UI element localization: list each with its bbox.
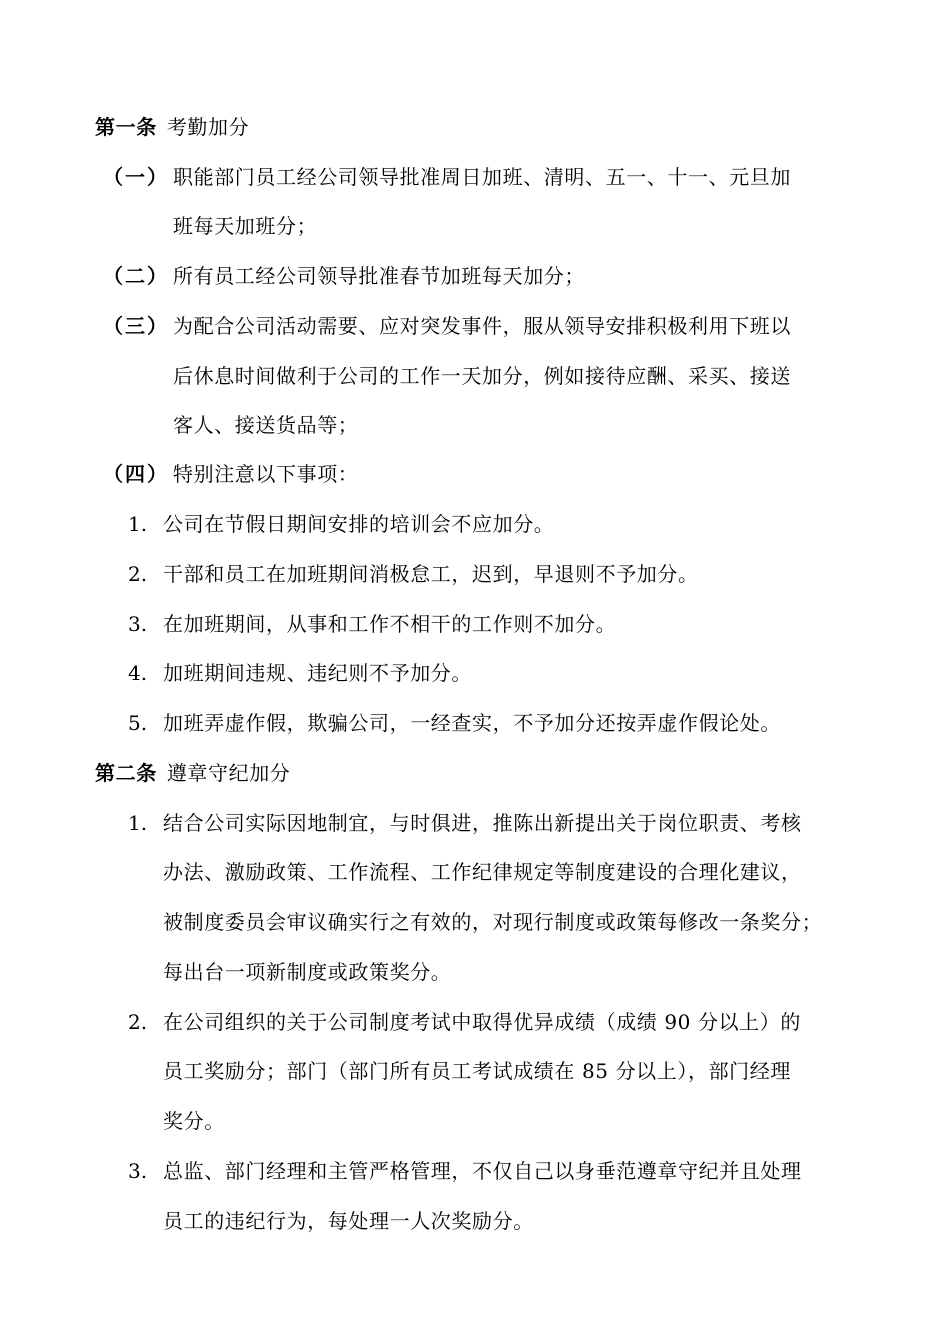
rule-1-line-1: 结合公司实际因地制宜，与时俱进，推陈出新提出关于岗位职责、考核 bbox=[163, 811, 802, 835]
note-2-number: 2. bbox=[128, 562, 148, 586]
rule-2-line-2: 员工奖励分；部门（部门所有员工考试成绩在 85 分以上），部门经理 bbox=[163, 1059, 791, 1083]
rule-3-line-2: 员工的违纪行为，每处理一人次奖励分。 bbox=[163, 1209, 534, 1233]
rule-1-line-3: 被制度委员会审议确实行之有效的，对现行制度或政策每修改一条奖分； bbox=[163, 910, 823, 934]
note-2-text: 干部和员工在加班期间消极怠工，迟到，早退则不予加分。 bbox=[163, 562, 699, 586]
rule-3-line-1: 总监、部门经理和主管严格管理，不仅自己以身垂范遵章守纪并且处理 bbox=[163, 1159, 802, 1183]
note-3-text: 在加班期间，从事和工作不相干的工作则不加分。 bbox=[163, 612, 617, 636]
item-3-line-1: 为配合公司活动需要、应对突发事件，服从领导安排积极利用下班以 bbox=[173, 314, 791, 338]
note-5-text: 加班弄虚作假，欺骗公司，一经查实，不予加分还按弄虚作假论处。 bbox=[163, 711, 781, 735]
rule-2-line-1: 在公司组织的关于公司制度考试中取得优异成绩（成绩 90 分以上）的 bbox=[163, 1010, 801, 1034]
item-3-line-2: 后休息时间做利于公司的工作一天加分，例如接待应酬、采买、接送 bbox=[173, 364, 791, 388]
note-1-text: 公司在节假日期间安排的培训会不应加分。 bbox=[163, 512, 555, 536]
item-2-line-1: 所有员工经公司领导批准春节加班每天加分； bbox=[173, 264, 585, 288]
rule-1-number: 1. bbox=[128, 811, 148, 835]
article-2-title: 遵章守纪加分 bbox=[166, 761, 291, 785]
note-5-number: 5. bbox=[128, 711, 148, 735]
rule-2-number: 2. bbox=[128, 1010, 148, 1034]
note-3-number: 3. bbox=[128, 612, 148, 636]
article-2-label: 第二条 bbox=[95, 761, 157, 785]
article-2-heading bbox=[95, 758, 290, 788]
item-3-line-3: 客人、接送货品等； bbox=[173, 413, 359, 437]
article-1-label: 第一条 bbox=[95, 115, 157, 139]
item-1-marker: （一） bbox=[103, 165, 169, 189]
rule-1-line-2: 办法、激励政策、工作流程、工作纪律规定等制度建设的合理化建议， bbox=[163, 860, 802, 884]
rule-1-line-4: 每出台一项新制度或政策奖分。 bbox=[163, 960, 452, 984]
item-1-line-2: 班每天加班分； bbox=[173, 214, 318, 238]
item-4-marker: （四） bbox=[103, 462, 169, 486]
item-2-marker: （二） bbox=[103, 264, 169, 288]
rule-2-line-3: 奖分。 bbox=[163, 1109, 225, 1133]
note-4-text: 加班期间违规、违纪则不予加分。 bbox=[163, 661, 472, 685]
note-1-number: 1. bbox=[128, 512, 148, 536]
article-1-title: 考勤加分 bbox=[166, 115, 250, 139]
item-3-marker: （三） bbox=[103, 314, 169, 338]
item-1-line-1: 职能部门员工经公司领导批准周日加班、清明、五一、十一、元旦加 bbox=[173, 165, 791, 189]
item-4-line-1: 特别注意以下事项： bbox=[173, 462, 359, 486]
note-4-number: 4. bbox=[128, 661, 148, 685]
rule-3-number: 3. bbox=[128, 1159, 148, 1183]
article-1-heading bbox=[95, 112, 249, 142]
